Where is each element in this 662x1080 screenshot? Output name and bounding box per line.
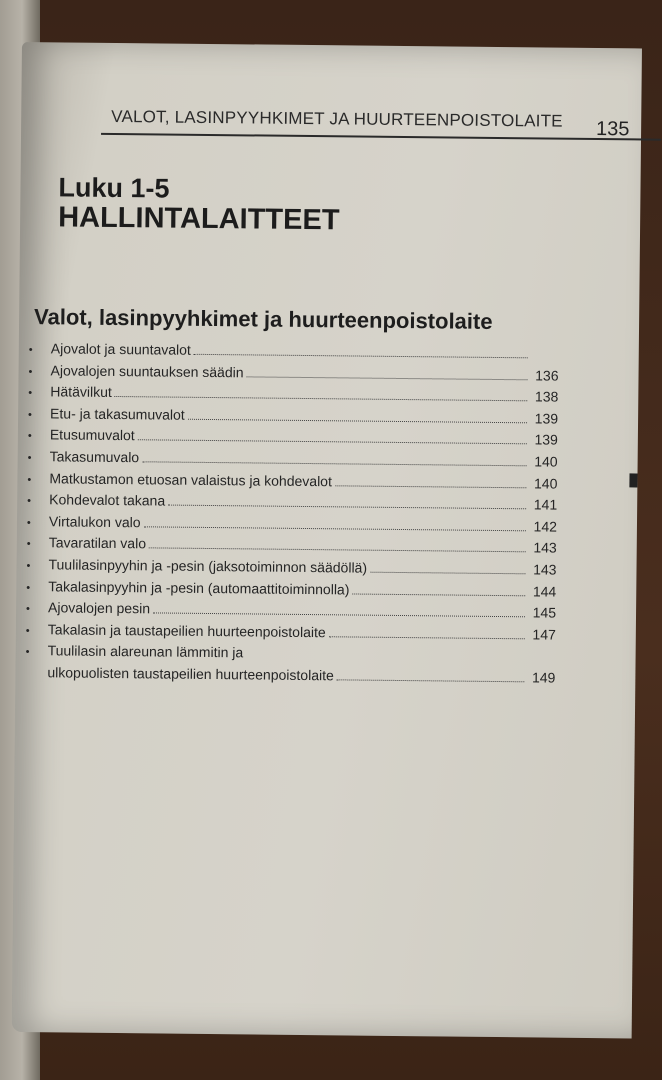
dot-leader: [138, 440, 527, 445]
toc-entry-page: 145: [532, 604, 557, 621]
bullet-icon: •: [28, 387, 33, 400]
toc-entry-page: 140: [533, 474, 558, 492]
running-header: [111, 106, 631, 141]
bullet-icon: •: [26, 538, 31, 551]
chapter-title: HALLINTALAITTEET: [57, 201, 340, 237]
toc-entry-label: Takalasin ja taustapeilien huurteenpoistolaite: [47, 621, 326, 640]
dot-leader: [370, 572, 525, 575]
table-of-contents: [25, 340, 559, 691]
toc-entry-page: 147: [532, 626, 556, 643]
toc-entry-page: 143: [533, 561, 557, 578]
toc-entry-page: 139: [534, 410, 559, 427]
bullet-icon: •: [26, 581, 31, 594]
page-number: 135: [596, 118, 630, 141]
toc-entry-page: 138: [534, 388, 559, 405]
toc-entry-label: Ajovalojen suuntauksen säädin: [50, 361, 244, 380]
toc-entry-page: 141: [533, 496, 558, 513]
section-title: Valot, lasinpyyhkimet ja huurteenpoistolaite: [33, 304, 493, 334]
dot-leader: [352, 593, 525, 596]
chapter-number: Luku 1-5: [58, 172, 170, 204]
toc-entry-page: 139: [534, 431, 558, 449]
bullet-icon: •: [25, 624, 30, 637]
bullet-icon: •: [26, 560, 31, 573]
toc-entry-label: Matkustamon etuosan valaistus ja kohdevalot: [49, 469, 333, 489]
dot-leader: [247, 376, 528, 380]
toc-entry-label: ulkopuolisten taustapeilien huurteenpoistolaite: [47, 664, 334, 684]
book-page: [12, 42, 642, 1038]
toc-entry-page: 136: [535, 366, 559, 384]
toc-entry-page: 144: [532, 582, 557, 600]
thumb-tab-mark: [629, 473, 637, 487]
bullet-icon: •: [25, 603, 30, 616]
toc-entry-label: Kohdevalot takana: [49, 491, 166, 509]
toc-entry-label: Takasumuvalo: [49, 448, 140, 466]
bullet-icon: •: [28, 365, 33, 378]
dot-leader: [144, 526, 526, 531]
toc-entry-page: 143: [533, 539, 557, 556]
bullet-icon: •: [27, 495, 32, 508]
dot-leader: [337, 679, 525, 682]
dot-leader: [329, 636, 525, 639]
toc-entry-label: Tavaratilan valo: [48, 534, 147, 552]
dot-leader: [194, 354, 528, 358]
toc-entry-page: 149: [531, 669, 556, 686]
dot-leader: [188, 419, 527, 424]
bullet-icon: •: [27, 430, 32, 443]
toc-entry-label: Tuulilasin alareunan lämmitin ja: [47, 642, 244, 661]
header-rule: [101, 133, 661, 141]
dot-leader: [153, 613, 525, 618]
bullet-icon: •: [27, 452, 32, 465]
running-header-title: VALOT, LASINPYYHKIMET JA HUURTEENPOISTOLAITE: [111, 106, 563, 131]
toc-entry-label: Etusumuvalot: [49, 426, 135, 444]
toc-entry-label: Takalasinpyyhin ja -pesin (automaattitoiminnolla): [48, 577, 350, 597]
toc-entry-page: 142: [533, 518, 558, 535]
dot-leader: [149, 548, 526, 553]
toc-entry-page: 140: [534, 453, 558, 470]
toc-entry-label: Ajovalojen pesin: [47, 599, 151, 617]
toc-entry: [25, 664, 555, 691]
toc-entry-label: Hätävilkut: [50, 383, 112, 401]
bullet-icon: •: [26, 516, 31, 529]
toc-entry-label: Ajovalot ja suuntavalot: [50, 340, 191, 358]
dot-leader: [168, 505, 526, 510]
dot-leader: [335, 485, 526, 488]
bullet-icon: •: [25, 646, 30, 659]
dot-leader: [115, 396, 528, 401]
bullet-icon: •: [28, 344, 33, 357]
dot-leader: [142, 461, 526, 466]
bullet-icon: •: [27, 473, 32, 486]
bullet-icon: •: [28, 408, 33, 421]
toc-entry-label: Tuulilasinpyyhin ja -pesin (jaksotoiminnon säädöllä): [48, 556, 368, 576]
toc-entry-label: Virtalukon valo: [48, 513, 141, 531]
toc-entry-label: Etu- ja takasumuvalot: [50, 405, 185, 423]
chapter-heading: [58, 172, 340, 237]
